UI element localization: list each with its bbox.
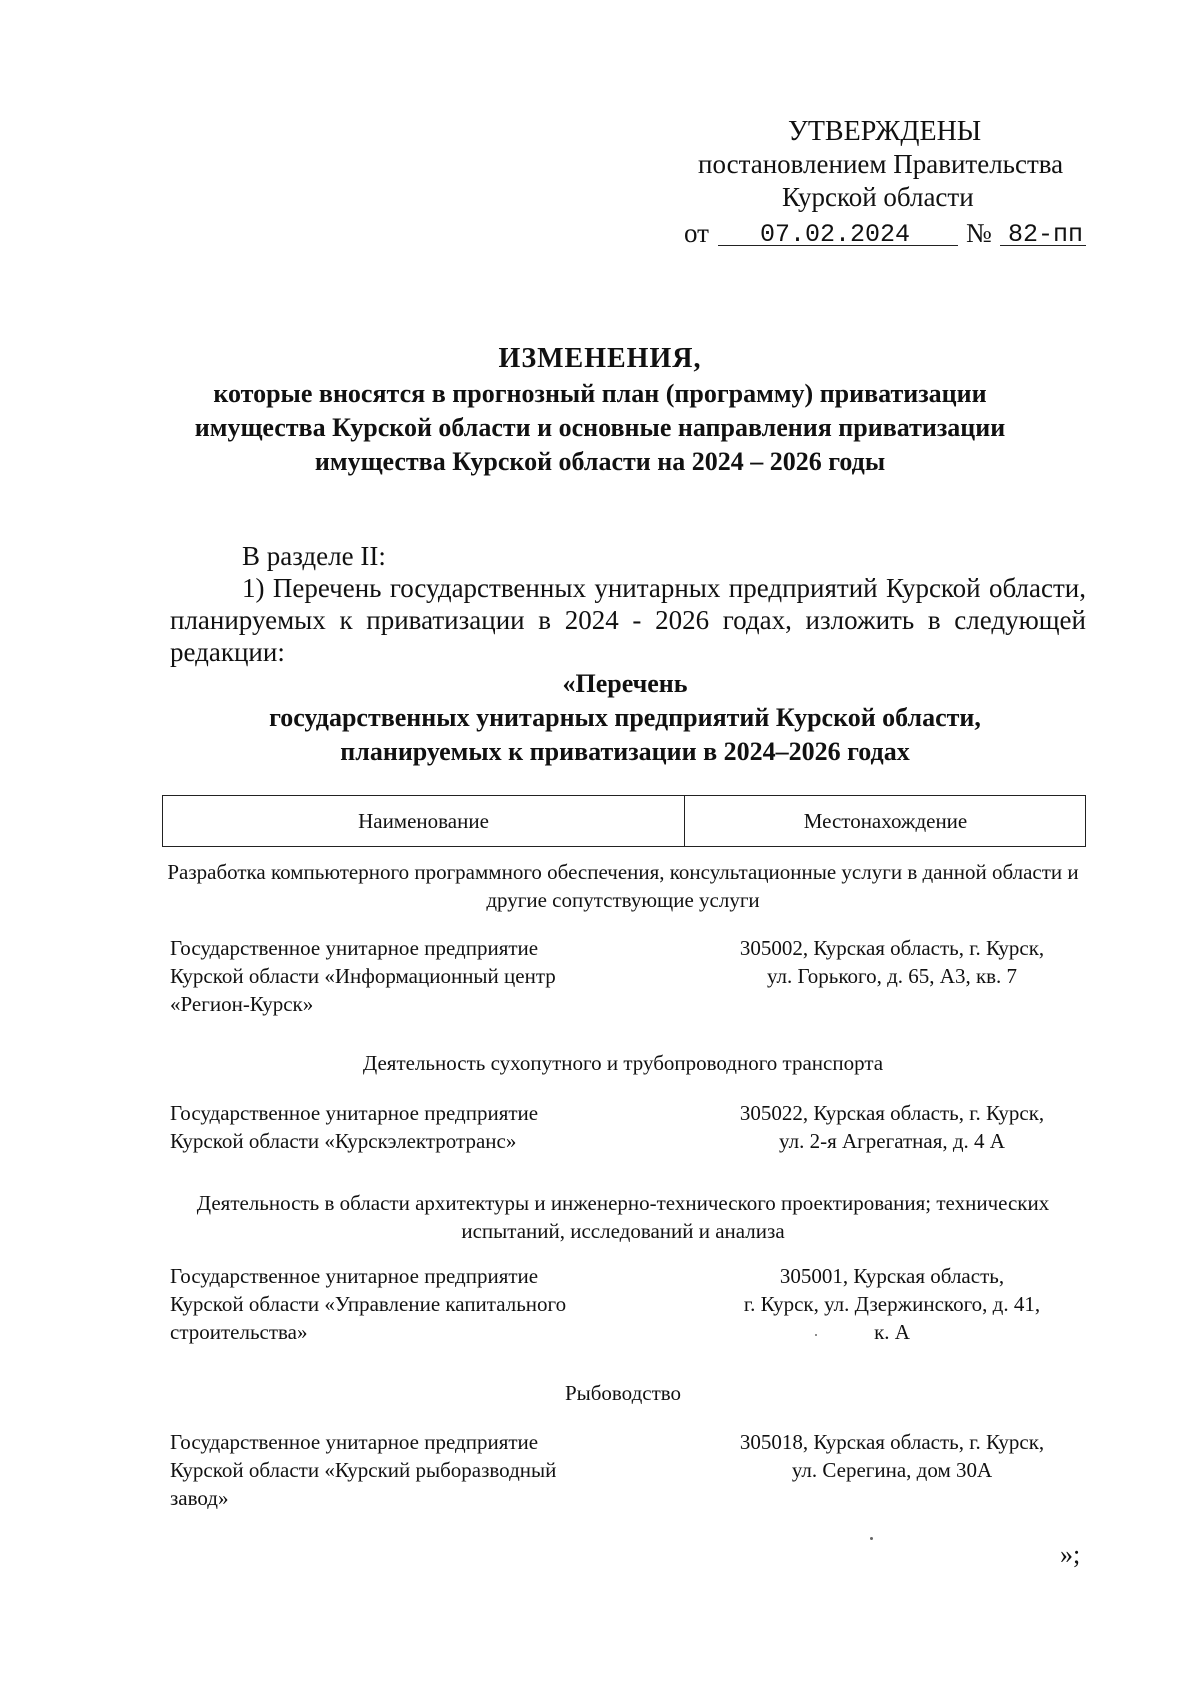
category-fish-farming: Рыбоводство: [564, 1381, 682, 1405]
enterprise-address-fish-hatchery: 305018, Курская область, г. Курск, ул. Серегина, дом 30А: [739, 1430, 1045, 1482]
list-title-line-2: государственных унитарных предприятий Курской области,: [269, 703, 981, 732]
header-location: Местонахождение: [803, 808, 968, 833]
document-subtitle: [150, 377, 1050, 479]
document-title: ИЗМЕНЕНИЯ,: [498, 343, 702, 374]
approval-number: 82-пп: [1008, 220, 1084, 249]
list-title-line-3: планируемых к приватизации в 2024–2026 годах: [340, 737, 910, 766]
enterprise-name-kurskelektrotrans: Государственное унитарное предприятие Курской области «Курскэлектротранс»: [170, 1101, 539, 1153]
subtitle-line-1: которые вносятся в прогнозный план (программу) приватизации: [213, 379, 987, 408]
enterprise-address-kurskelektrotrans: 305022, Курская область, г. Курск, ул. 2-я Агрегатная, д. 4 А: [739, 1101, 1045, 1153]
approval-heading: УТВЕРЖДЕНЫ: [788, 116, 982, 147]
category-transport: Деятельность сухопутного и трубопроводного транспорта: [362, 1051, 884, 1075]
date-prefix: от: [684, 218, 709, 248]
number-underline: [1000, 245, 1086, 246]
list-title-line-1: «Перечень: [562, 669, 688, 698]
header-name: Наименование: [163, 796, 685, 846]
approval-region: Курской области: [782, 182, 974, 212]
enterprise-address-capital-construction: 305001, Курская область, г. Курск, ул. Дзержинского, д. 41, к. А: [743, 1264, 1041, 1344]
number-prefix: №: [966, 218, 992, 248]
enterprise-name-fish-hatchery: Государственное унитарное предприятие Курской области «Курский рыборазводный завод»: [170, 1430, 557, 1510]
section-intro: В разделе II:: [242, 541, 386, 571]
approval-date: 07.02.2024: [760, 220, 911, 249]
amendment-item-1: 1) Перечень государственных унитарных предприятий Курской области, планируемых к приватизации в 2024 - 2026 годах, изложить в следующей редакции:: [170, 573, 1086, 667]
category-architecture: Деятельность в области архитектуры и инженерно-технического проектирования; технических испытаний, исследований и анализа: [196, 1191, 1050, 1243]
scan-speck: [815, 1334, 817, 1336]
category-software: Разработка компьютерного программного обеспечения, консультационные услуги в данной области и другие сопутствующие услуги: [167, 860, 1079, 912]
enterprise-address-region-kursk: 305002, Курская область, г. Курск, ул. Горького, д. 65, А3, кв. 7: [739, 936, 1045, 988]
enterprise-name-capital-construction: Государственное унитарное предприятие Курской области «Управление капитального строительства»: [170, 1264, 567, 1344]
list-title: [150, 667, 1100, 769]
subtitle-line-2: имущества Курской области и основные направления приватизации: [194, 413, 1006, 442]
scan-speck: [870, 1537, 873, 1540]
subtitle-line-3: имущества Курской области на 2024 – 2026 годы: [314, 447, 886, 476]
closing-quote: »;: [1060, 1540, 1081, 1569]
enterprise-name-region-kursk: Государственное унитарное предприятие Курской области «Информационный центр «Регион-Курск»: [170, 936, 556, 1016]
table-header: [162, 795, 1086, 847]
approval-authority: постановлением Правительства: [698, 149, 1064, 179]
date-underline: [718, 245, 958, 246]
